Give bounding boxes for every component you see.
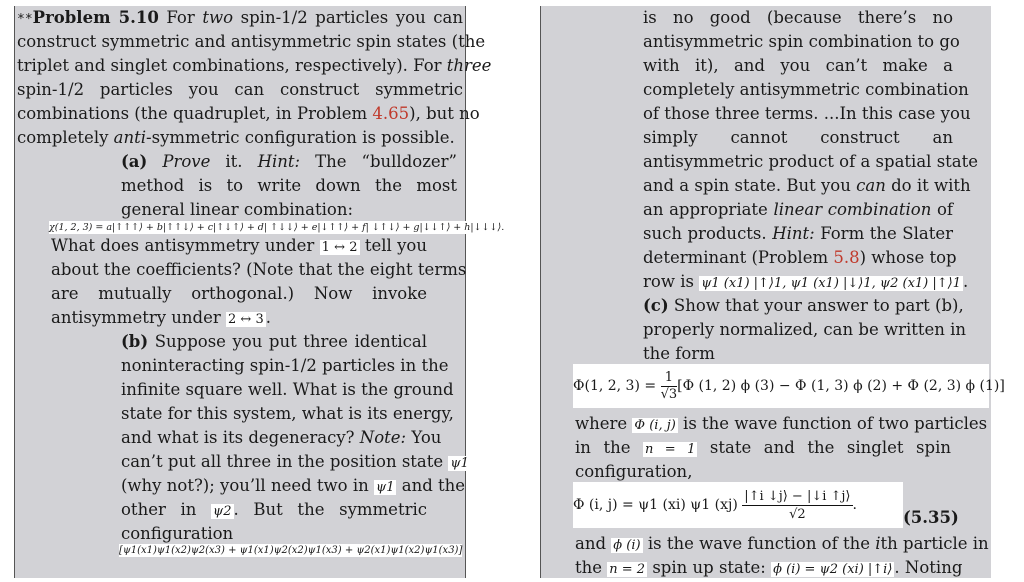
text-line: where Φ (i, j) is the wave function of two particles xyxy=(575,414,988,433)
symmetric-configuration-equation: [ψ1(x1)ψ1(x2)ψ2(x3) + ψ1(x1)ψ2(x2)ψ1(x3) + ψ2(x1)ψ1(x2)ψ1(x3)] xyxy=(119,545,463,556)
text-line: infinite square well. What is the ground xyxy=(121,380,454,399)
text-line: completely anti-symmetric configuration is possible. xyxy=(17,128,455,147)
text-line: antisymmetric spin combination to go xyxy=(643,32,960,51)
text-line: the form xyxy=(643,344,715,363)
text-line: configuration xyxy=(121,524,234,543)
part-a-line: (a) Prove it. Hint: The “bulldozer” xyxy=(121,152,457,171)
left-page xyxy=(14,6,505,578)
text-line: noninteracting spin-1/2 particles in the xyxy=(121,356,449,375)
text-line: antisymmetric product of a spatial state xyxy=(643,152,979,171)
part-b-line: (b) Suppose you put three identical xyxy=(121,332,427,351)
text-line: method is to write down the most xyxy=(121,176,457,195)
slater-determinant-equation: Φ(1, 2, 3) = $\frac{1}{√3}$ [Φ (1, 2) ϕ (3) − Φ (1, 3) ϕ (2) + Φ (2, 3) ϕ (1)] xyxy=(573,364,989,408)
right-page xyxy=(540,6,1005,578)
text-line: of those three terms. ...In this case you xyxy=(643,104,971,123)
text-line: and what is its degeneracy? Note: You xyxy=(121,428,442,447)
text-line: such products. Hint: Form the Slater xyxy=(643,224,953,243)
text-line: completely antisymmetric combination xyxy=(643,80,969,99)
text-line: general linear combination: xyxy=(121,200,354,219)
problem-link[interactable]: 4.65 xyxy=(372,104,410,123)
part-a-label: (a) xyxy=(121,152,148,171)
problem-link[interactable]: 5.8 xyxy=(833,248,860,267)
part-b-label: (b) xyxy=(121,332,149,351)
text-line: other in ψ2 . But the symmetric xyxy=(121,500,427,519)
text-line: properly normalized, can be written in xyxy=(643,320,967,339)
text-line: combinations (the quadruplet, in Problem 4.65), but no xyxy=(17,104,480,123)
text-line: construct symmetric and antisymmetric spin states (the xyxy=(17,32,486,51)
text-line: triplet and singlet combinations, respectively). For three xyxy=(17,56,492,75)
text-line: is no good (because there’s no xyxy=(643,8,953,27)
text-line: and a spin state. But you can do it with xyxy=(643,176,971,195)
problem-label: Problem 5.10 xyxy=(32,8,159,27)
text-line: with it), and you can’t make a xyxy=(643,56,953,75)
text-line: antisymmetry under 2 ↔ 3 . xyxy=(51,308,271,327)
difficulty-stars: ** xyxy=(17,12,33,27)
text-line: about the coefficients? (Note that the eight terms xyxy=(51,260,467,279)
text-line: state for this system, what is its energy, xyxy=(121,404,454,423)
text-line: are mutually orthogonal.) Now invoke xyxy=(51,284,427,303)
text-line: in the n = 1 state and the singlet spin xyxy=(575,438,951,457)
part-c-line: (c) Show that your answer to part (b), xyxy=(643,296,964,315)
text-line: (why not?); you’ll need two in ψ1 and the xyxy=(121,476,466,495)
equation-number: (5.35) xyxy=(903,508,959,527)
two-particle-wavefunction-equation: Φ (i, j) = ψ1 (xi) ψ1 (xj) $\frac{|↑i ↓j⟩ - |↓i ↑j⟩}{√2}$ . xyxy=(573,482,903,528)
text-line: can’t put all three in the position state ψ1 xyxy=(121,452,469,471)
text-line: simply cannot construct an xyxy=(643,128,953,147)
text-line: row is ψ1 (x1) |↑⟩1, ψ1 (x1) |↓⟩1, ψ2 (x1) |↑⟩1 . xyxy=(643,272,969,291)
text-line: configuration, xyxy=(575,462,693,481)
part-c-label: (c) xyxy=(643,296,669,315)
text-line: determinant (Problem 5.8) whose top xyxy=(643,248,957,267)
text-line: an appropriate linear combination of xyxy=(643,200,954,219)
text-line: spin-1/2 particles you can construct symmetric xyxy=(17,80,463,99)
linear-combination-equation: χ(1, 2, 3) = a|↑↑↑⟩ + b|↑↑↓⟩ + c|↑↓↑⟩ + d| ↑↓↓⟩ + e|↓↑↑⟩ + f| ↓↑↓⟩ + g|↓↓↑⟩ + h|↓↓↓⟩. xyxy=(49,222,505,233)
problem-heading-line: **Problem 5.10 For two spin-1/2 particles you can xyxy=(17,8,463,27)
text-line: and ϕ (i) is the wave function of the ith particle in xyxy=(575,534,989,553)
text-line: What does antisymmetry under 1 ↔ 2 tell you xyxy=(51,236,427,255)
text-line: the n = 2 spin up state: ϕ (i) = ψ2 (xi) |↑i⟩ . Noting xyxy=(575,558,963,577)
